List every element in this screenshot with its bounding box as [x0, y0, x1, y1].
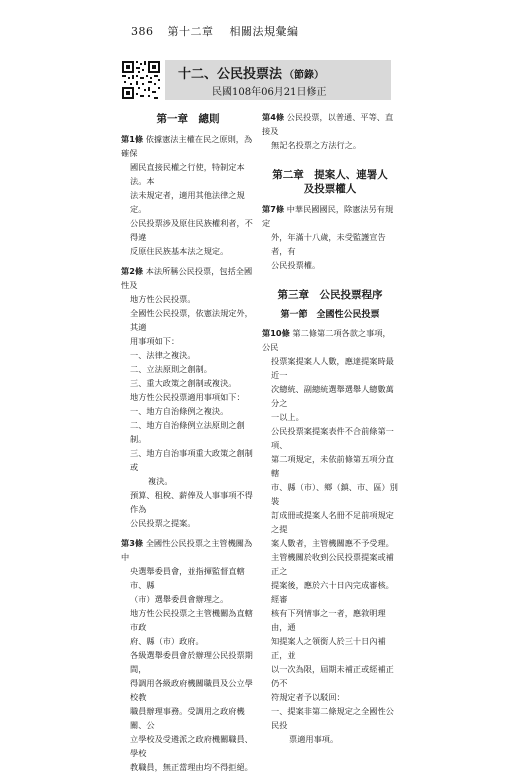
article-text-line: 公民投票權。: [271, 260, 321, 270]
qr-code: [121, 60, 161, 100]
article-text-line: 依據憲法主權在民之原則，為確保: [121, 134, 253, 158]
law-title: [178, 63, 324, 82]
article-number: 第10條: [262, 328, 290, 338]
article-4: [262, 110, 398, 152]
chapter-3-heading: 第三章 公民投票程序: [277, 289, 383, 301]
article-number: 第7條: [262, 204, 285, 214]
article-10: [262, 326, 398, 746]
article-2: [121, 264, 255, 530]
article-number: 第4條: [262, 112, 285, 122]
article-text-line: 公民投票，以普通、平等、直接及: [262, 112, 394, 136]
chapter-2-heading: [262, 166, 398, 196]
article-text-line: 職員辦理事務。受調用之政府機關、公: [130, 706, 245, 730]
chapter-2-heading-line: 第二章 提案人、連署人: [272, 169, 388, 181]
article-text-line: 一以上。: [271, 412, 304, 422]
article-text-line: 無記名投票之方法行之。: [271, 140, 362, 150]
chapter-label: 第十二章: [167, 25, 214, 38]
article-text-line: 反原住民族基本法之規定。: [130, 246, 229, 256]
article-text-line: 一、提案非第二條規定之全國性公民投: [271, 706, 394, 730]
article-text-line: 次總統、副總統選舉選舉人總數萬分之: [271, 384, 394, 408]
article-text-line: 三、重大政策之創制或複決。: [130, 378, 237, 388]
article-number: 第2條: [121, 266, 144, 276]
article-text-line: 票適用事項。: [289, 734, 339, 744]
article-text-line: 國民直接民權之行使，特制定本法。本: [130, 162, 245, 186]
article-text-line: 市、縣（市）、鄉（鎮、市、區）別裝: [271, 482, 398, 506]
article-text-line: 得調用各級政府機關職員及公立學校教: [130, 678, 253, 702]
article-text-line: 二、立法原則之創制。: [130, 364, 212, 374]
article-text-line: 以一次為限，屆期未補正或經補正仍不: [271, 664, 394, 688]
article-text-line: 第二項規定，未依前條第五項分直轄: [271, 454, 394, 478]
law-title-tag: （節錄）: [284, 70, 325, 81]
article-text-line: 一、法律之複決。: [130, 350, 196, 360]
article-text-line: 提案後，應於六十日內完成審核。經審: [271, 580, 394, 604]
amendment-date: 民國108年06月21日修正: [212, 87, 327, 98]
section-1-heading: 第一節 全國性公民投票: [280, 310, 380, 320]
article-text-line: 三、地方自治事項重大政策之創制或: [130, 448, 253, 472]
article-text-line: （市）選舉委員會辦理之。: [130, 594, 229, 604]
section-label: 相關法規彙編: [229, 25, 299, 38]
article-7: [262, 202, 398, 272]
article-text-line: 全國性公民投票，依憲法規定外，其適: [130, 308, 253, 332]
article-text-line: 立學校及受遴派之政府機關職員、學校: [130, 734, 253, 758]
article-text-line: 公民投票案提案表件不合前條第一項、: [271, 426, 394, 450]
article-text-line: 知提案人之領銜人於三十日內補正，並: [271, 636, 386, 660]
article-text-line: 二、地方自治條例立法原則之創制。: [130, 420, 245, 444]
left-column: [121, 110, 255, 780]
article-text-line: 符規定者予以駁回：: [271, 692, 345, 702]
article-number: 第3條: [121, 538, 144, 548]
article-text-line: 府、縣（市）政府。: [130, 636, 204, 646]
running-header: [131, 23, 299, 39]
article-text-line: 第二條第二項各款之事項，公民: [262, 328, 391, 352]
article-text-line: 投票案提案人人數，應達提案時最近一: [271, 356, 394, 380]
article-text-line: 法未規定者，適用其他法律之規定。: [130, 190, 245, 214]
article-text-line: 教職員，無正當理由均不得拒絕。: [130, 762, 253, 772]
article-text-line: 本法所稱公民投票，包括全國性及: [121, 266, 253, 290]
article-text-line: 複決。: [148, 476, 173, 486]
article-text-line: 案人數者，主管機關應不予受理。: [271, 538, 394, 548]
article-1: [121, 132, 255, 258]
article-text-line: 用事項如下：: [130, 336, 180, 346]
chapter-2-heading-line: 及投票權人: [303, 183, 357, 195]
right-column: [262, 110, 398, 752]
article-text-line: 核有下列情事之一者，應敘明理由，通: [271, 608, 386, 632]
article-text-line: 各級選舉委員會於辦理公民投票期間，: [130, 650, 253, 674]
article-text-line: 地方性公民投票。: [130, 294, 196, 304]
article-text-line: 全國性公民投票之主管機關為中: [121, 538, 253, 562]
article-text-line: 地方性公民投票之主管機關為直轄市政: [130, 608, 253, 632]
article-text-line: 公民投票之提案。: [130, 518, 196, 528]
article-text-line: 地方性公民投票適用事項如下：: [130, 392, 245, 402]
article-text-line: 公民投票涉及原住民族權利者，不得違: [130, 218, 253, 242]
law-title-text: 十二、公民投票法: [178, 67, 283, 82]
article-text-line: 外，年滿十八歲，未受監護宣告者，有: [271, 232, 386, 256]
page-number: 386: [131, 25, 154, 38]
article-text-line: 訂成冊或提案人名冊不足前項規定之提: [271, 510, 394, 534]
chapter-1-heading: 第一章 總則: [156, 113, 220, 125]
article-text-line: 一、地方自治條例之複決。: [130, 406, 229, 416]
article-text-line: 央選舉委員會，並指揮監督直轄市、縣: [130, 566, 245, 590]
article-text-line: 主管機關於收到公民投票提案或補正之: [271, 552, 394, 576]
article-text-line: 預算、租稅、薪俸及人事事項不得作為: [130, 490, 253, 514]
article-3: [121, 536, 255, 774]
article-number: 第1條: [121, 134, 144, 144]
article-text-line: 中華民國國民，除憲法另有規定: [262, 204, 394, 228]
